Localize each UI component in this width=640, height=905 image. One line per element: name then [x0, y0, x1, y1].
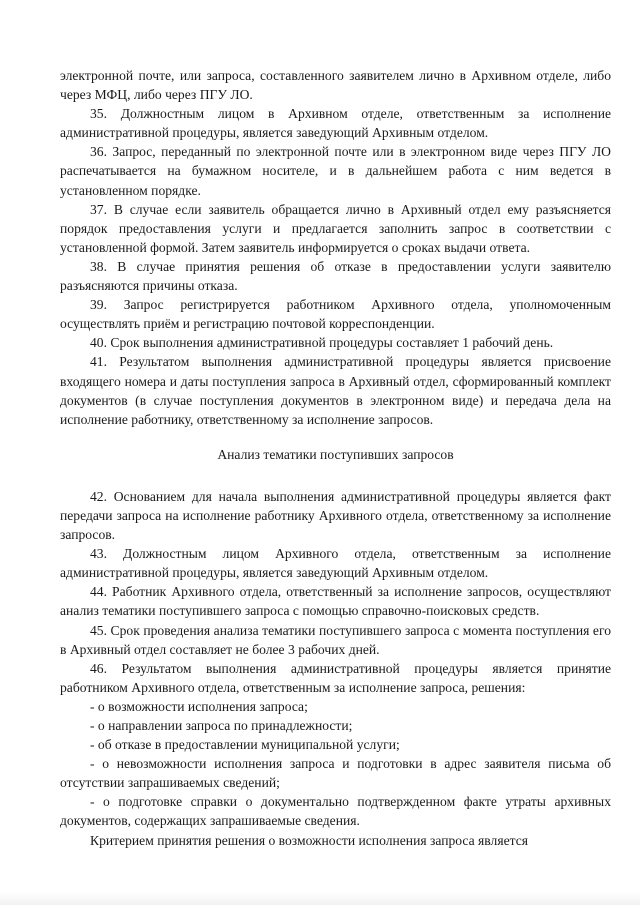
paragraph-39: 39. Запрос регистрируется работником Архивного отдела, уполномоченным осуществлять приём и регистрацию почтовой корреспонденции.	[60, 297, 611, 332]
paragraph-42: 42. Основанием для начала выполнения административной процедуры является факт передачи запроса на исполнение работнику Архивного отдела, ответственному за исполнение запросов.	[60, 488, 611, 543]
paragraph-41: 41. Результатом выполнения административной процедуры является присвоение входящего номера и даты поступления запроса в Архивный отдел, сформированный комплект документов (в случае поступления документов в электронном виде) и передача дела на исполнение работнику, ответственному за исполнение запросов.	[60, 354, 611, 427]
paragraph-38: 38. В случае принятия решения об отказе в предоставлении услуги заявителю разъясняются причины отказа.	[60, 258, 611, 294]
paragraph-36: 36. Запрос, переданный по электронной почте или в электронном виде через ПГУ ЛО распечатывается на бумажном носителе, и в дальнейшем работа с ним ведется в установленном порядке.	[60, 144, 611, 198]
paragraph-35: 35. Должностным лицом в Архивном отделе, ответственным за исполнение административной процедуры, является заведующий Архивным отделом.	[60, 106, 611, 141]
paragraph-46: 46. Результатом выполнения административной процедуры является принятие работником Архивного отдела, ответственным за исполнение запроса, решения:	[60, 660, 611, 695]
paragraph-40: 40. Срок выполнения административной процедуры составляет 1 рабочий день.	[90, 335, 554, 351]
document-body	[60, 66, 611, 850]
section-heading: Анализ тематики поступивших запросов	[217, 446, 454, 462]
list-item-refusal: - об отказе в предоставлении муниципальной услуги;	[90, 737, 400, 753]
paragraph-44: 44. Работник Архивного отдела, ответственный за исполнение запросов, осуществляют анализ тематики поступившего запроса с помощью справочно-поисковых средств.	[60, 584, 611, 619]
list-item-redirect: - о направлении запроса по принадлежности;	[90, 718, 353, 733]
page-bottom-edge	[0, 892, 640, 905]
list-item-impossibility: - о невозможности исполнения запроса и подготовки в адрес заявителя письма об отсутствии запрашиваемых сведений;	[60, 756, 611, 791]
list-item-possibility: - о возможности исполнения запроса;	[90, 698, 308, 714]
paragraph-45: 45. Срок проведения анализа тематики поступившего запроса с момента поступления его в Архивный отдел составляет не более 3 рабочих дней.	[60, 622, 611, 657]
list-item-certificate: - о подготовке справки о документально подтвержденном факте утраты архивных документов, содержащих запрашиваемые сведения.	[60, 794, 611, 829]
paragraph-criterion: Критерием принятия решения о возможности исполнения запроса является	[90, 832, 529, 848]
paragraph-37: 37. В случае если заявитель обращается лично в Архивный отдел ему разъясняется порядок предоставления услуги и предлагается заполнить запрос в соответствии с установленной формой. Затем заявитель информируется о сроках выдачи ответа.	[60, 201, 611, 255]
paragraph-continuation: электронной почте, или запроса, составленного заявителем лично в Архивном отделе, либо через МФЦ, либо через ПГУ ЛО.	[60, 68, 611, 103]
paragraph-43: 43. Должностным лицом Архивного отдела, ответственным за исполнение административной процедуры, является заведующий Архивным отделом.	[60, 546, 611, 581]
